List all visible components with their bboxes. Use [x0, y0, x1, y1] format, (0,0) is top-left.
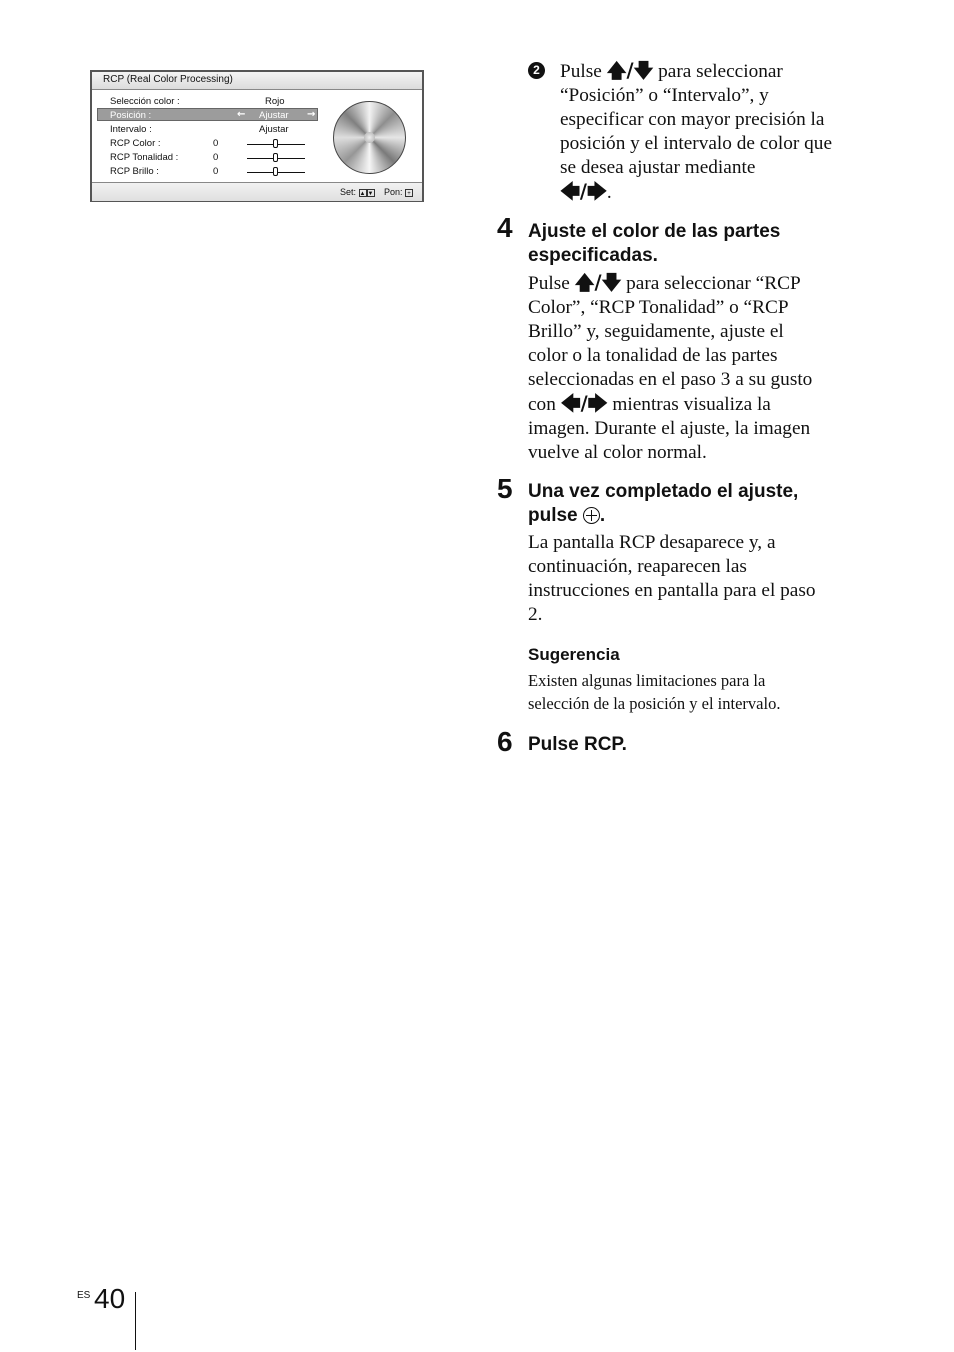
step-6-heading: Pulse RCP.: [528, 734, 627, 755]
rcp-menu-screen: [90, 70, 424, 202]
step-4-text: Pulse 🡅/🡇 para seleccionar “RCP Color”, “RCP Tonalidad” o “RCP Brillo” y, seguidamente, ajuste el color o la tonalidad de las partes seleccionadas en el paso 3 a su gusto con 🡄/🡆 mientras visualiza la imagen. Durante el ajuste, la imagen vuelve al color normal.: [528, 271, 813, 463]
menu-label-rcp-color: RCP Color :: [110, 138, 161, 149]
down-key-icon: ▼: [367, 190, 374, 197]
left-right-arrows-icon: 🡄/🡆: [560, 180, 607, 203]
menu-label-rcp-brillo: RCP Brillo :: [110, 166, 159, 177]
menu-title: RCP (Real Color Processing): [103, 74, 233, 85]
menu-label-posicion: Posición :: [110, 110, 152, 121]
up-key-icon: ▲: [359, 190, 366, 197]
page-number-divider: [135, 1292, 136, 1350]
menu-value-seleccion-color: Rojo: [265, 96, 285, 107]
substep-2-text: Pulse 🡅/🡇 para seleccionar “Posición” o “Intervalo”, y especificar con mayor precisión la posición y el intervalo de color que se desea ajustar mediante 🡄/🡆.: [560, 59, 832, 203]
page-language-code: ES: [77, 1290, 91, 1301]
enter-label: Pon:: [384, 187, 403, 197]
rcp-tonalidad-slider-knob: [273, 153, 278, 162]
menu-footer-enter: [384, 187, 413, 197]
color-wheel-center: [364, 132, 375, 143]
page-number: 40: [94, 1283, 126, 1314]
step-4-heading: Ajuste el color de las partes especificadas.: [528, 221, 781, 266]
menu-value-posicion: Ajustar: [259, 110, 289, 121]
set-label: Set:: [340, 187, 357, 197]
menu-label-intervalo: Intervalo :: [110, 124, 152, 135]
rcp-brillo-slider-knob: [273, 167, 278, 176]
step-5-number: 5: [497, 473, 513, 504]
up-down-arrows-icon: 🡅/🡇: [574, 271, 622, 294]
enter-button-icon: [583, 507, 600, 524]
menu-label-rcp-tonalidad: RCP Tonalidad :: [110, 152, 179, 163]
menu-title-bar: [92, 72, 422, 90]
step-4-number: 4: [497, 212, 513, 243]
color-wheel-icon: [333, 101, 406, 174]
step-5-text: La pantalla RCP desaparece y, a continuación, reaparecen las instrucciones en pantalla para el paso 2.: [528, 532, 816, 625]
enter-key-icon: +: [405, 189, 413, 197]
menu-footer: [92, 182, 422, 201]
tip-heading: Sugerencia: [528, 645, 620, 664]
menu-footer-set: [340, 187, 375, 197]
rcp-color-slider-knob: [273, 139, 278, 148]
menu-label-seleccion-color: Selección color :: [110, 96, 180, 107]
arrow-right-icon: →: [307, 109, 316, 120]
tip-text: Existen algunas limitaciones para la selección de la posición y el intervalo.: [528, 671, 781, 713]
up-down-arrows-icon: 🡅/🡇: [606, 59, 654, 82]
menu-value-intervalo: Ajustar: [259, 124, 289, 135]
left-right-arrows-icon: 🡄/🡆: [560, 392, 608, 415]
substep-2-marker: 2: [528, 61, 545, 79]
menu-value-rcp-tonalidad: 0: [213, 152, 219, 163]
step-5-heading: Una vez completado el ajuste, pulse .: [528, 481, 799, 526]
step-6-number: 6: [497, 726, 513, 757]
arrow-left-icon: ←: [237, 109, 246, 120]
menu-value-rcp-color: 0: [213, 138, 219, 149]
menu-value-rcp-brillo: 0: [213, 166, 219, 177]
